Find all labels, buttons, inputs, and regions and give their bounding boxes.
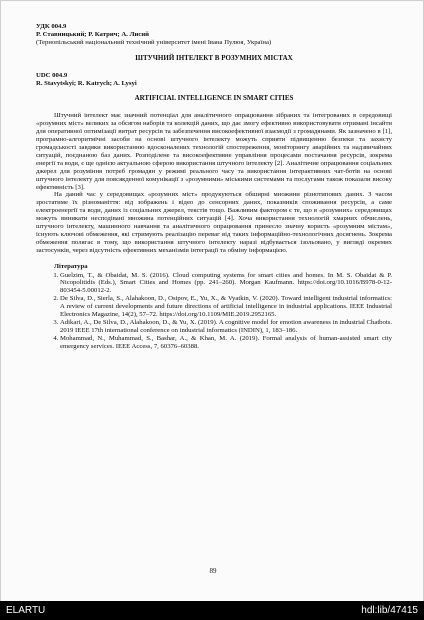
reference-item: 2. De Silva, D., Sierla, S., Alahakoon, D., Osipov, E., Yu, X., & Vyatkin, V. (2020). Toward intelligent industrial informatics: A review of current developments and future directions of artificial intelligence in industrial applications. IEEE Industrial Electronics Magazine, 14(2), 57–72. https://doi.org/10.1109/MIE.2019.2952165. (60, 295, 392, 319)
article-content (36, 23, 392, 351)
body-paragraph-1: Штучний інтелект має значний потенціал для аналітичного опрацювання зібраних та інтегрованих в середовищі «розумних міст» великих за обсягом наборів та колекцій даних, що дає змогу ефективно використовувати отримані інсайти для оперативної оптимізації витрат ресурсів та забезпечення високоефективної взаємодії з громадянами. Як зазначено в [1], програмно-алгоритмічні засоби на основі штучного інтелекту можуть сприяти підвищенню безпеки та захисту громадськості завдяки використанню вдосконалених технологій спостереження, моніторингу аварійних та надзвичайних ситуацій, поєднаною баз даних. Розподілене та високоефективне управління процесами постачання ресурсів, зокрема енергії та води, є ще однією актуальною сферою використання штучного інтелекту [2]. Аналітичне опрацювання соціальних джерел для розуміння потреб громадян у режимі реального часу та використання інтерактивних чат-ботів на основі штучного інтелекту для повсякденної комунікації з «розумними» міськими системами та послугами також показали високу ефективність [3]. (36, 112, 392, 191)
literature-heading: Література (54, 262, 88, 270)
udc-en: UDC 004.9 (36, 71, 68, 79)
authors-uk: Р. Ставницький; Р. Катрич; А. Лисий (36, 30, 150, 38)
title-en: ARTIFICIAL INTELLIGENCE IN SMART CITIES (134, 94, 294, 103)
repository-footer-bar (0, 601, 424, 620)
reference-item: 4. Mohammad, N., Muhammad, S., Bashar, A., & Khan, M. A. (2019). Formal analysis of human-assisted smart city emergency services. IEEE Access, 7, 60376–60388. (60, 335, 392, 351)
title-uk: ШТУЧНИЙ ІНТЕЛЕКТ В РОЗУМНИХ МІСТАХ (135, 53, 293, 62)
reference-item: 1. Guelzim, T., & Obaidat, M. S. (2016). Cloud computing systems for smart cities and homes. In M. S. Obaidat & P. Nicopolitidis (Eds.), Smart Cities and Homes (pp. 241–260). Morgan Kaufmann. https://doi.org/10.1016/B978-0-12-803454-5.00012-2. (60, 272, 392, 296)
reference-list (36, 272, 392, 351)
repository-name: ELARTU (6, 605, 46, 616)
body-paragraph-2: На даний час у середовищах «розумних міст» продукуються обширні множини різнотипових даних. З часом зростатиме їх різноманіття: від зображень і відео до сенсорних даних, показників споживання ресурсів, а саме електроенергії та води, даних із соціальних джерел, текстів тощо. Важливим фактором є те, що в «розумних» середовищах можуть виникати несподівані множина потенційних ситуацій [4]. Хоча використання технологій хмарних обчислень, штучного інтелекту, машинного навчання та аналітичного опрацювання принесло значну користь «розумним містам», існують ключові обмеження, які стримують реалізацію переваг від таких інформаційно-технологічних досягнень. Зокрема обмеження полягає в тому, що використання штучного інтелекту наразі відбувається ізольовано, у вигляді окремих застосунків, через відсутність ефективних механізмів інтеграції та обміну інформацією. (36, 191, 392, 254)
page-number: 89 (209, 567, 217, 575)
udc-uk: УДК 004.9 (36, 23, 67, 30)
authors-en: R. Stavytskyi; R. Katrych; A. Lysyi (36, 79, 137, 87)
handle-identifier: hdl:lib/47415 (361, 605, 418, 616)
reference-item: 3. Adikari, A., De Silva, D., Alahakoon, D., & Yu, X. (2019). A cognitive model for emotion awareness in industrial Chatbots. 2019 IEEE 17th international conference on industrial informatics (INDIN), 1, 183–186. (60, 319, 392, 335)
affiliation: (Тернопільський національний технічний університет імені Івана Пулюя, Україна) (36, 38, 272, 46)
